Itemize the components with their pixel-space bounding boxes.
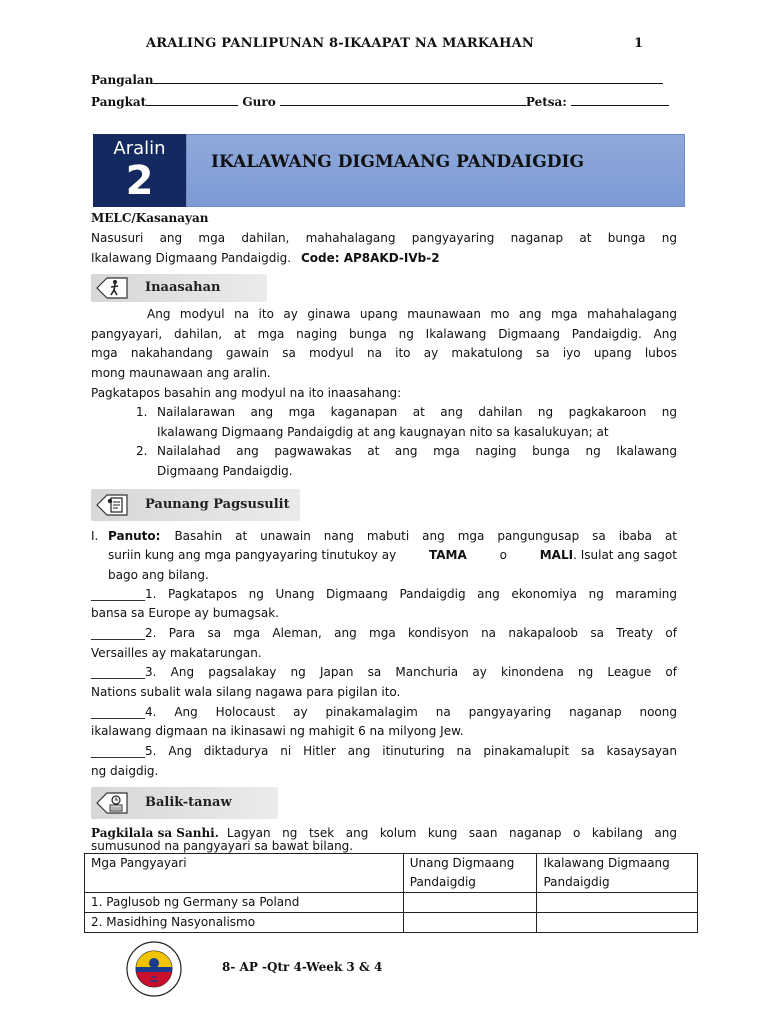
panuto-line2 bbox=[108, 546, 677, 566]
panuto-line1 bbox=[108, 527, 677, 547]
objective-2-line1: Nailalahad ang pagwawakas at ang mga naging bunga ng Ikalawang bbox=[157, 444, 677, 458]
page-number: 1 bbox=[634, 36, 644, 51]
sanhi-table bbox=[84, 853, 698, 933]
guro-label: Guro bbox=[242, 95, 276, 109]
quiz-item-3-line1: _________3. Ang pagsalakay ng Japan sa Manchuria ay kinondena ng League of bbox=[91, 665, 677, 679]
objective-1-line1: Nailalarawan ang mga kaganapan at ang dahilan ng pagkakaroon ng bbox=[157, 405, 677, 419]
inaasahan-p2: Pagkatapos basahin ang modyul na ito inaasahang: bbox=[91, 386, 402, 400]
pangkat-row bbox=[91, 94, 669, 109]
quiz-item-2-line2: Versailles ay makatarungan. bbox=[91, 646, 262, 660]
inaasahan-title: Inaasahan bbox=[145, 280, 221, 295]
paunang-banner bbox=[91, 489, 300, 521]
pangalan-field[interactable] bbox=[153, 72, 663, 84]
quiz-item-4-line2: ikalawang digmaan na ikinasawi ng mahigit 6 na milyong Jew. bbox=[91, 724, 464, 738]
aralin-number: 2 bbox=[125, 158, 154, 204]
objective-2-number: 2. bbox=[136, 444, 148, 458]
pangkat-label: Pangkat bbox=[91, 95, 147, 109]
table-row-2-unang-cell[interactable] bbox=[403, 913, 537, 933]
panuto-o: o bbox=[499, 548, 507, 562]
melc-line2 bbox=[91, 249, 440, 269]
panuto-text2b: . Isulat ang sagot bbox=[573, 548, 677, 562]
quiz-item-5-line1: _________5. Ang diktadurya ni Hitler ang itinuturing na pinakamalupit sa kasaysayan bbox=[91, 744, 677, 758]
table-header-ikalawang: Ikalawang Digmaang Pandaigdig bbox=[537, 854, 698, 893]
table-row-2-label: 2. Masidhing Nasyonalismo bbox=[85, 913, 404, 933]
paunang-title: Paunang Pagsusulit bbox=[145, 497, 290, 512]
inaasahan-banner bbox=[91, 274, 267, 302]
table-header-row bbox=[85, 854, 698, 893]
lesson-title: IKALAWANG DIGMAANG PANDAIGDIG bbox=[211, 152, 584, 172]
melc-code: Code: AP8AKD-IVb-2 bbox=[300, 251, 440, 265]
inaasahan-p1-line2: pangyayari, dahilan, at mga naging bunga ng Ikalawang Digmaang Pandaigdig. Ang bbox=[91, 327, 677, 341]
objective-2-line2: Digmaang Pandaigdig. bbox=[157, 464, 293, 478]
melc-line1: Nasusuri ang mga dahilan, mahahalagang pangyayaring naganap at bunga ng bbox=[91, 231, 677, 245]
panuto-roman: I. bbox=[91, 529, 99, 543]
balik-lead-line2: sumusunod na pangyayari sa bawat bilang. bbox=[91, 839, 354, 853]
panuto-text1: Basahin at unawain nang mabuti ang mga pangungusap sa ibaba at bbox=[174, 529, 677, 543]
guro-field[interactable] bbox=[280, 94, 526, 106]
walking-person-icon bbox=[95, 277, 129, 299]
inaasahan-p1-line3: mga nakahandang gawain sa modyul na ito ay makatulong sa iyo upang lubos bbox=[91, 346, 677, 360]
aralin-badge bbox=[93, 134, 186, 207]
inaasahan-p1-line4: mong maunawaan ang aralin. bbox=[91, 366, 271, 380]
aralin-label: Aralin bbox=[113, 138, 166, 159]
footer-text: 8- AP -Qtr 4-Week 3 & 4 bbox=[222, 960, 383, 974]
table-row-2-ikalawang-cell[interactable] bbox=[537, 913, 698, 933]
lesson-title-box bbox=[186, 134, 685, 207]
test-paper-icon bbox=[95, 494, 129, 516]
melc-heading: MELC/Kasanayan bbox=[91, 211, 209, 225]
panuto-line3: bago ang bilang. bbox=[108, 568, 209, 582]
mali-label: MALI bbox=[539, 548, 574, 562]
panuto-text2a: suriin kung ang mga pangyayaring tinutukoy ay bbox=[108, 548, 397, 562]
quiz-item-5-line2: ng daigdig. bbox=[91, 764, 159, 778]
clock-calendar-icon bbox=[95, 792, 129, 814]
petsa-label: Petsa: bbox=[525, 95, 567, 109]
objective-1-line2: Ikalawang Digmaang Pandaigdig at ang kaugnayan nito sa kasalukuyan; at bbox=[157, 425, 609, 439]
pangkat-field[interactable] bbox=[146, 94, 238, 106]
petsa-field[interactable] bbox=[571, 94, 669, 106]
pangalan-label: Pangalan bbox=[91, 73, 154, 87]
quiz-item-2-line1: _________2. Para sa mga Aleman, ang mga kondisyon na nakapaloob sa Treaty of bbox=[91, 626, 677, 640]
table-row-1-ikalawang-cell[interactable] bbox=[537, 893, 698, 913]
header-title: ARALING PANLIPUNAN 8-IKAAPAT NA MARKAHAN bbox=[146, 36, 534, 51]
quiz-item-3-line2: Nations subalit wala silang nagawa para pigilan ito. bbox=[91, 685, 401, 699]
balik-lead-text1: Lagyan ng tsek ang kolum kung saan naganap o kabilang ang bbox=[226, 826, 677, 840]
table-row bbox=[85, 893, 698, 913]
table-header-pangyayari: Mga Pangyayari bbox=[85, 854, 404, 893]
balik-lead-bold: Pagkilala sa Sanhi. bbox=[91, 826, 219, 840]
inaasahan-p1-line1: Ang modyul na ito ay ginawa upang maunawaan mo ang mga mahahalagang bbox=[147, 307, 677, 321]
panuto-label: Panuto: bbox=[108, 529, 161, 543]
quiz-item-4-line1: _________4. Ang Holocaust ay pinakamalagim na pangyayaring naganap noong bbox=[91, 705, 677, 719]
tama-label: TAMA bbox=[428, 548, 467, 562]
pangalan-row bbox=[91, 72, 663, 87]
schools-division-logo bbox=[126, 941, 182, 997]
table-header-unang: Unang Digmaang Pandaigdig bbox=[403, 854, 537, 893]
table-row bbox=[85, 913, 698, 933]
quiz-item-1-line2: bansa sa Europe ay bumagsak. bbox=[91, 606, 279, 620]
objective-1-number: 1. bbox=[136, 405, 148, 419]
quiz-item-1-line1: _________1. Pagkatapos ng Unang Digmaang Pandaigdig ang ekonomiya ng maraming bbox=[91, 587, 677, 601]
balik-tanaw-title: Balik-tanaw bbox=[145, 795, 232, 810]
balik-tanaw-banner bbox=[91, 787, 278, 819]
table-row-1-label: 1. Paglusob ng Germany sa Poland bbox=[85, 893, 404, 913]
melc-line2-text: Ikalawang Digmaang Pandaigdig. bbox=[91, 251, 292, 265]
table-row-1-unang-cell[interactable] bbox=[403, 893, 537, 913]
